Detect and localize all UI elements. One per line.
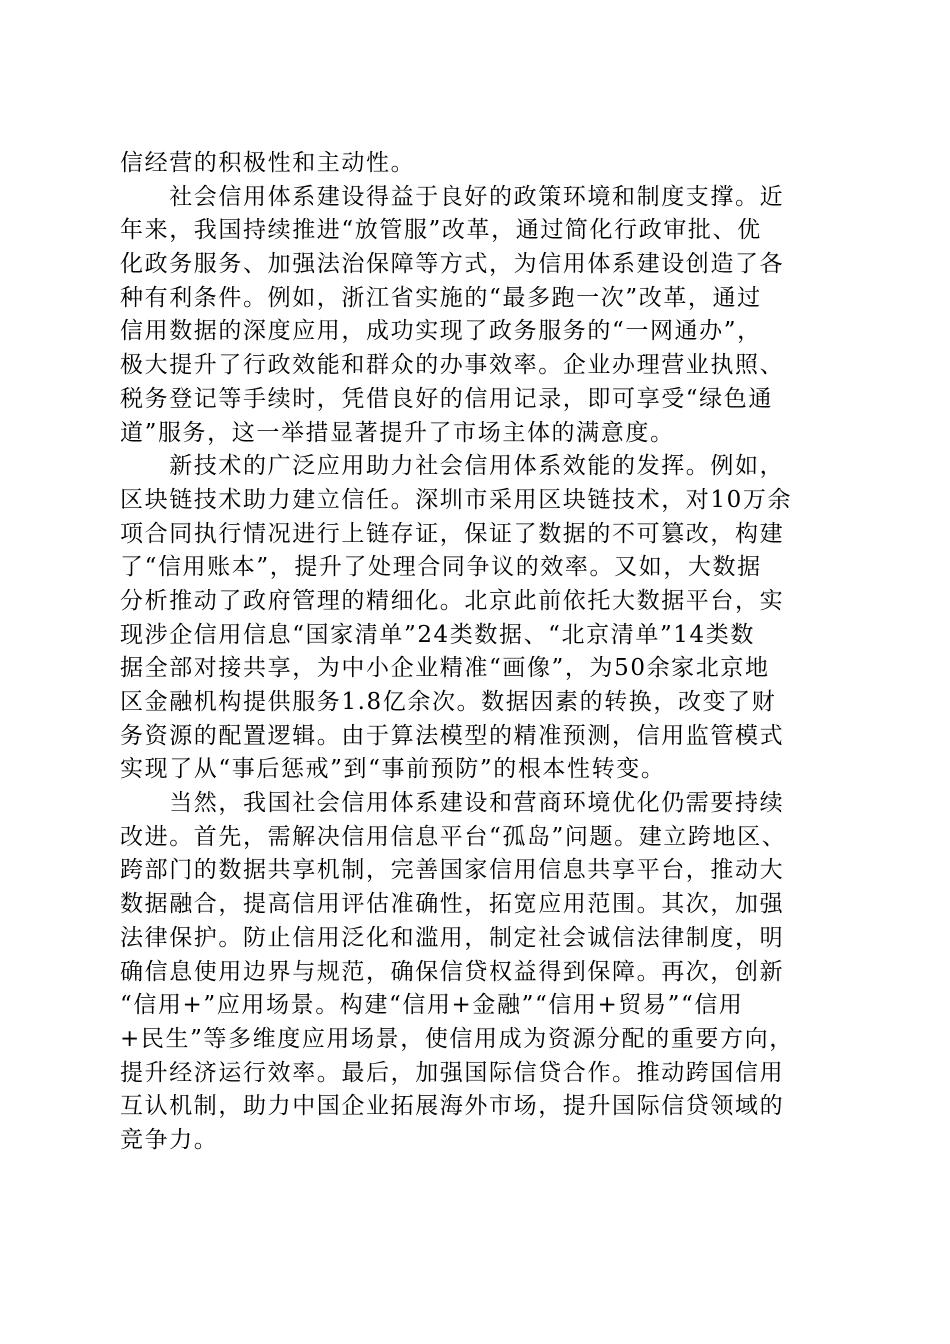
text-line: 极大提升了行政效能和群众的办事效率。企业办理营业执照、 xyxy=(120,352,785,379)
text-line: 种有利条件。例如，浙江省实施的“最多跑一次”改革，通过 xyxy=(120,284,762,311)
text-line: 法律保护。防止信用泛化和滥用，制定社会诚信法律制度，明 xyxy=(120,924,785,951)
text-line: 当然，我国社会信用体系建设和营商环境优化仍需要持续 xyxy=(120,790,785,817)
text-line: 提升经济运行效率。最后，加强国际信贷合作。推动跨国信用 xyxy=(120,1059,785,1086)
text-line: 区块链技术助力建立信任。深圳市采用区块链技术，对10万余 xyxy=(120,486,793,513)
text-line: +民生”等多维度应用场景，使信用成为资源分配的重要方向， xyxy=(120,1025,794,1052)
text-line: 实现了从“事后惩戒”到“事前预防”的根本性转变。 xyxy=(120,756,666,783)
text-line: 信经营的积极性和主动性。 xyxy=(120,150,416,176)
text-line: 社会信用体系建设得益于良好的政策环境和制度支撑。近 xyxy=(120,183,785,210)
text-line: 据全部对接共享，为中小企业精准“画像”，为50余家北京地 xyxy=(120,655,770,682)
text-line: 跨部门的数据共享机制，完善国家信用信息共享平台，推动大 xyxy=(120,857,785,884)
text-line: 道”服务，这一举措显著提升了市场主体的满意度。 xyxy=(120,419,675,446)
body-text xyxy=(120,147,832,1158)
text-line: 分析推动了政府管理的精细化。北京此前依托大数据平台，实 xyxy=(120,587,785,614)
text-line: 现涉企信用信息“国家清单”24类数据、“北京清单”14类数 xyxy=(120,621,755,648)
text-line: 数据融合，提高信用评估准确性，拓宽应用范围。其次，加强 xyxy=(120,891,785,918)
text-line: 信用数据的深度应用，成功实现了政务服务的“一网通办”， xyxy=(120,318,762,345)
text-line: 新技术的广泛应用助力社会信用体系效能的发挥。例如， xyxy=(120,453,785,480)
text-line: 项合同执行情况进行上链存证，保证了数据的不可篡改，构建 xyxy=(120,520,785,547)
text-line: 改进。首先，需解决信用信息平台“孤岛”问题。建立跨地区、 xyxy=(120,823,787,850)
text-line: 了“信用账本”，提升了处理合同争议的效率。又如，大数据 xyxy=(120,554,762,581)
text-line: 税务登记等手续时，凭借良好的信用记录，即可享受“绿色通 xyxy=(120,385,773,412)
text-line: 区金融机构提供服务1.8亿余次。数据因素的转换，改变了财 xyxy=(120,689,777,715)
text-line: 确信息使用边界与规范，确保信贷权益得到保障。再次，创新 xyxy=(120,958,785,985)
text-line: 年来，我国持续推进“放管服”改革，通过简化行政审批、优 xyxy=(120,217,762,244)
text-line: 竞争力。 xyxy=(120,1126,219,1153)
text-line: 务资源的配置逻辑。由于算法模型的精准预测，信用监管模式 xyxy=(120,722,785,749)
text-line: 互认机制，助力中国企业拓展海外市场，提升国际信贷领域的 xyxy=(120,1093,785,1120)
text-line: 化政务服务、加强法治保障等方式，为信用体系建设创造了各 xyxy=(120,251,785,278)
text-line: “信用+”应用场景。构建“信用+金融”“信用+贸易”“信用 xyxy=(120,992,744,1019)
